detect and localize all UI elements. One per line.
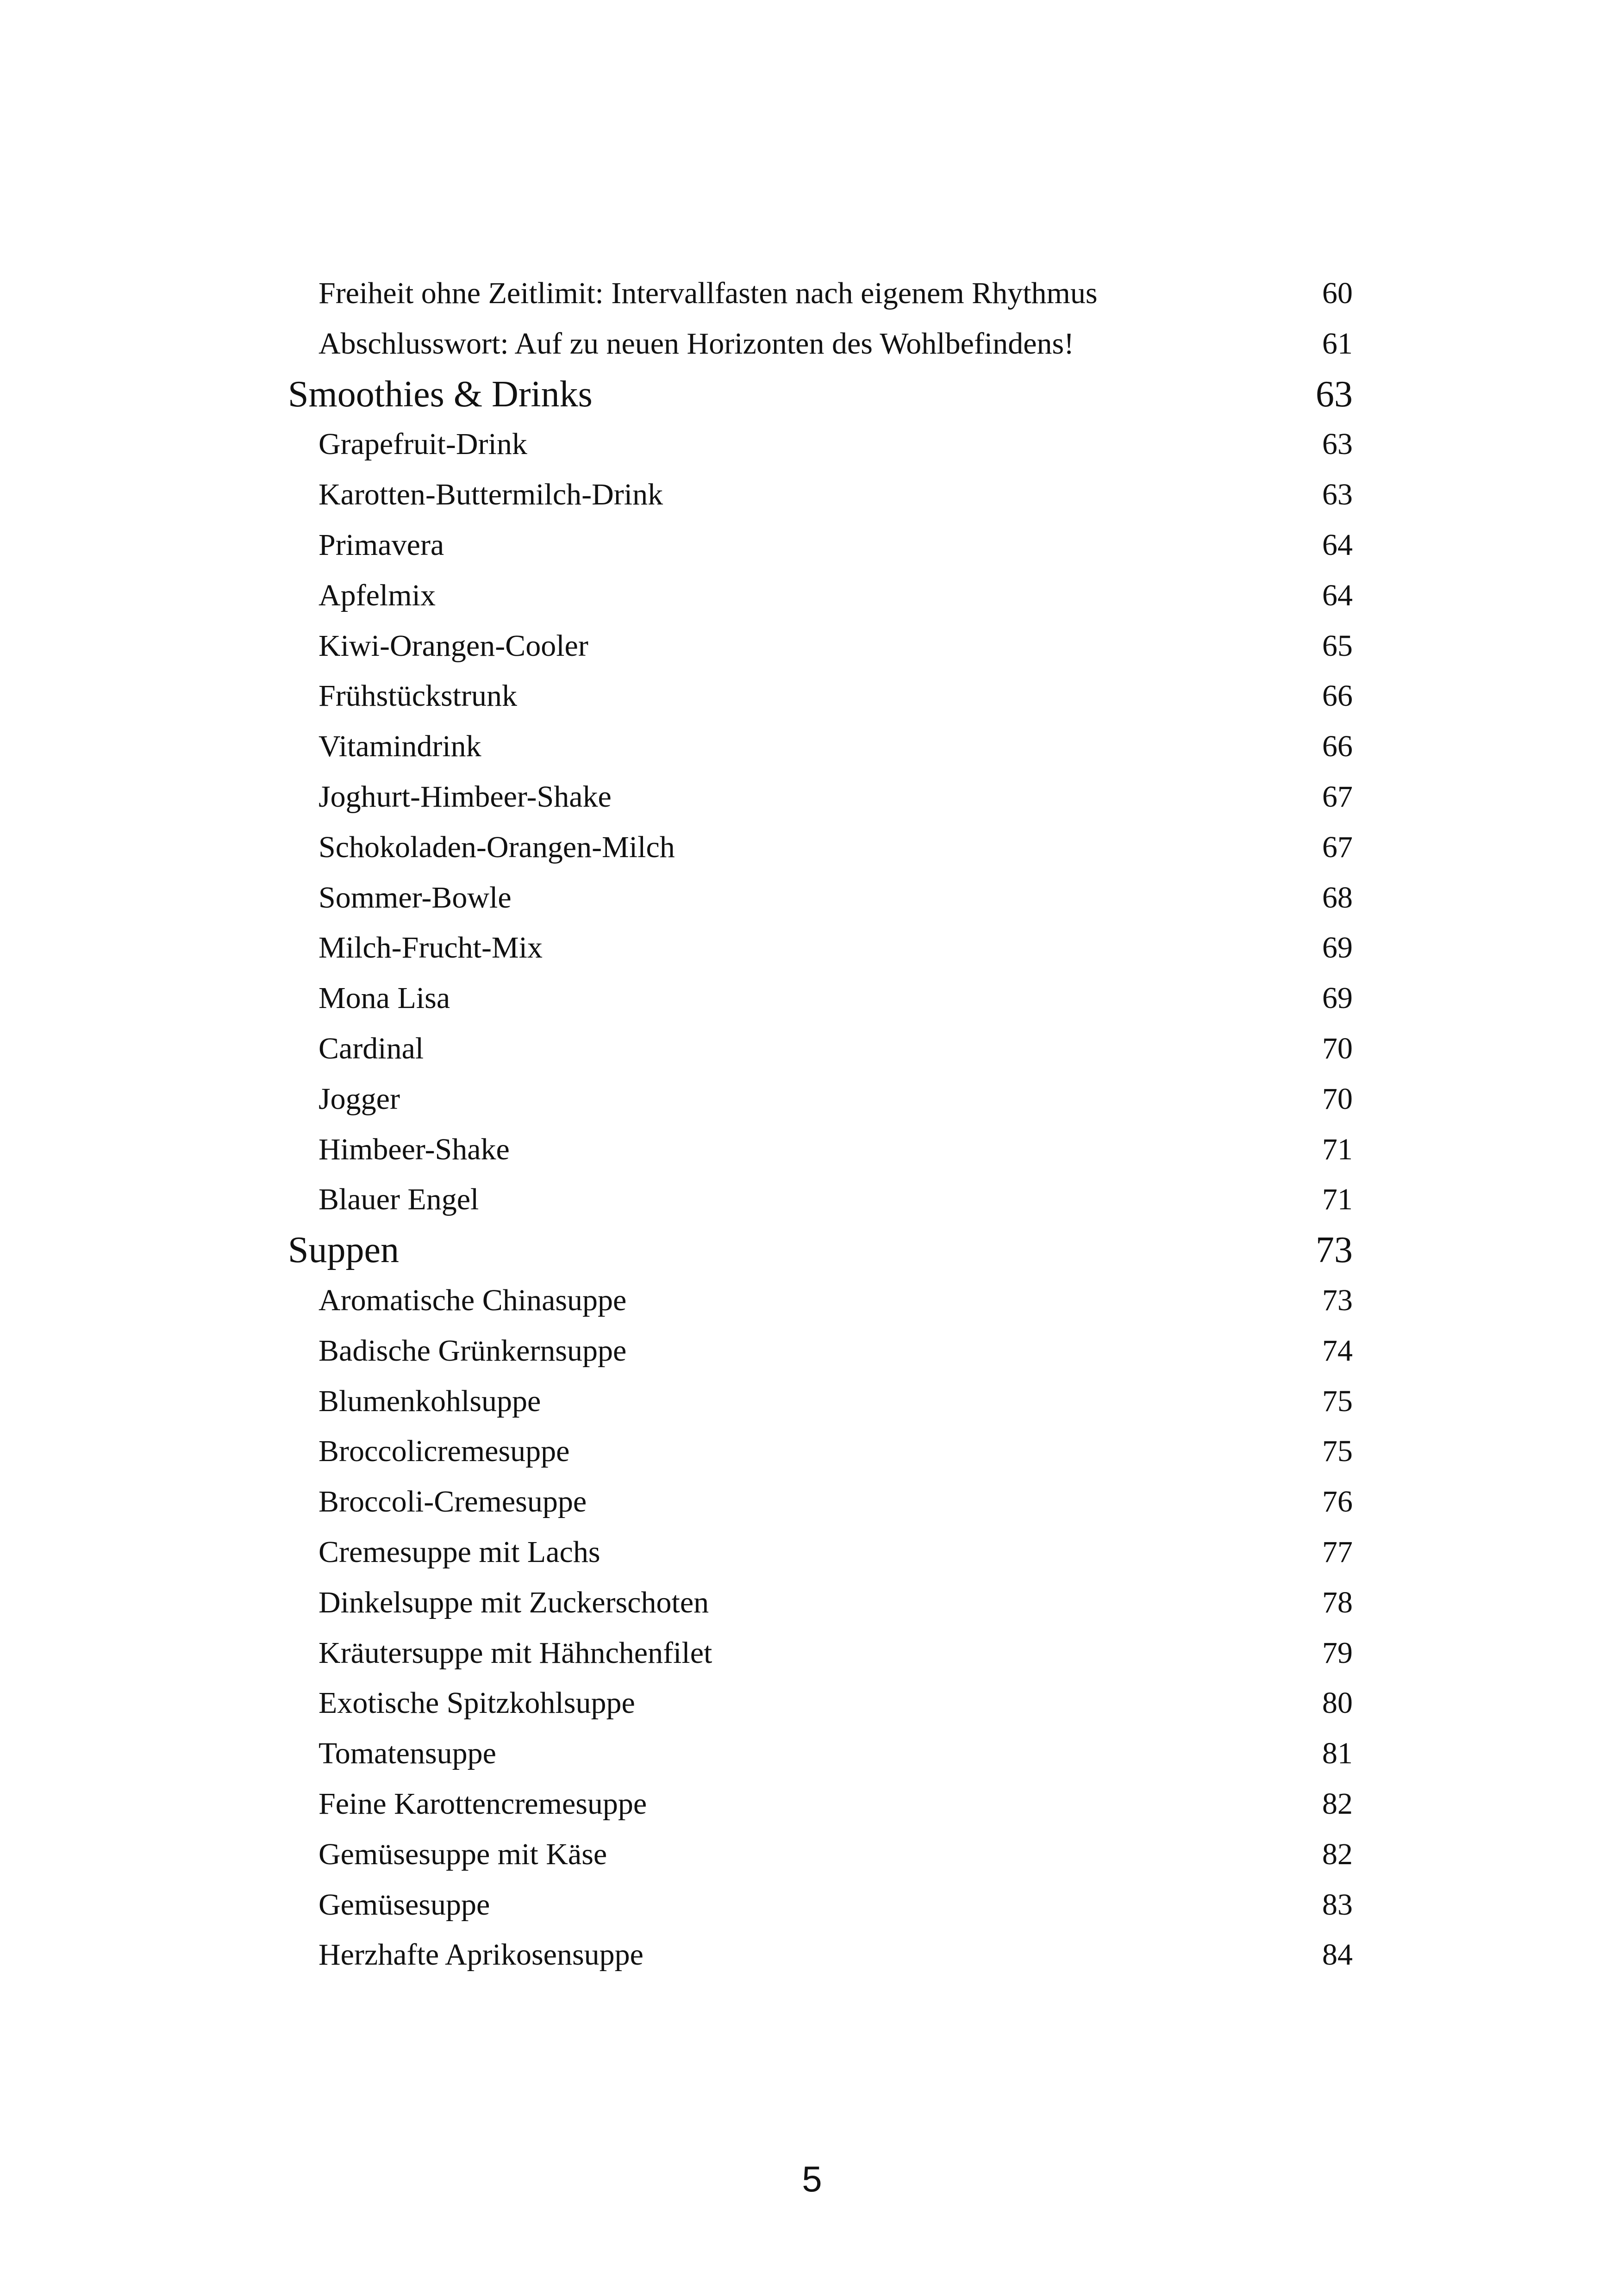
toc-entry-title: Kräutersuppe mit Hähnchenfilet: [319, 1636, 712, 1670]
toc-page-number: 82: [1322, 1837, 1353, 1871]
toc-entry-title: Kiwi-Orangen-Cooler: [319, 628, 588, 663]
toc-entry-row: [288, 873, 1353, 923]
toc-entry-title: Feine Karottencremesuppe: [319, 1786, 647, 1821]
toc-page-number: 83: [1322, 1887, 1353, 1922]
toc-chapter-row: [288, 369, 1353, 420]
toc-entry-title: Dinkelsuppe mit Zuckerschoten: [319, 1585, 709, 1619]
toc-entry-row: [288, 1779, 1353, 1829]
toc-entry-row: [288, 621, 1353, 672]
toc-page-number: 65: [1322, 628, 1353, 663]
toc-chapter-title: Suppen: [288, 1230, 399, 1271]
toc-entry-title: Grapefruit-Drink: [319, 427, 527, 461]
table-of-contents: [288, 268, 1353, 1980]
toc-entry-row: [288, 571, 1353, 621]
toc-page-number: 73: [1316, 1230, 1353, 1271]
toc-entry-title: Broccolicremesuppe: [319, 1434, 570, 1468]
toc-entry-row: [288, 1829, 1353, 1880]
toc-entry-title: Abschlusswort: Auf zu neuen Horizonten des Wohlbefindens!: [319, 326, 1074, 361]
toc-entry-title: Apfelmix: [319, 578, 436, 612]
toc-page-number: 68: [1322, 880, 1353, 915]
toc-entry-row: [288, 1125, 1353, 1175]
toc-chapter-title: Smoothies & Drinks: [288, 373, 593, 415]
toc-entry-row: [288, 973, 1353, 1024]
toc-entry-row: [288, 419, 1353, 470]
toc-entry-row: [288, 671, 1353, 722]
toc-entry-row: [288, 1930, 1353, 1980]
toc-entry-row: [288, 1527, 1353, 1578]
toc-entry-title: Blumenkohlsuppe: [319, 1384, 541, 1418]
toc-page-number: 60: [1322, 276, 1353, 310]
toc-page-number: 77: [1322, 1535, 1353, 1569]
toc-entry-row: [288, 923, 1353, 973]
toc-entry-row: [288, 470, 1353, 520]
toc-entry-row: [288, 1477, 1353, 1527]
toc-entry-title: Gemüsesuppe mit Käse: [319, 1837, 607, 1871]
toc-entry-row: [288, 772, 1353, 822]
toc-entry-title: Milch-Frucht-Mix: [319, 931, 543, 965]
toc-page-number: 69: [1322, 931, 1353, 965]
toc-entry-row: [288, 722, 1353, 772]
toc-entry-row: [288, 1376, 1353, 1427]
toc-page-number: 84: [1322, 1938, 1353, 1972]
toc-page-number: 66: [1322, 679, 1353, 713]
toc-entry-title: Exotische Spitzkohlsuppe: [319, 1686, 635, 1720]
toc-entry-row: [288, 1880, 1353, 1930]
toc-page-number: 76: [1322, 1485, 1353, 1519]
toc-entry-row: [288, 1678, 1353, 1729]
toc-page-number: 66: [1322, 729, 1353, 764]
toc-page-number: 73: [1322, 1283, 1353, 1317]
toc-page-number: 79: [1322, 1636, 1353, 1670]
toc-entry-title: Cardinal: [319, 1031, 424, 1065]
toc-entry-title: Freiheit ohne Zeitlimit: Intervallfasten nach eigenem Rhythmus: [319, 276, 1098, 310]
toc-page-number: 63: [1322, 478, 1353, 512]
toc-entry-title: Sommer-Bowle: [319, 880, 512, 915]
toc-entry-title: Aromatische Chinasuppe: [319, 1283, 627, 1317]
toc-page-number: 64: [1322, 528, 1353, 562]
toc-page-number: 80: [1322, 1686, 1353, 1720]
toc-entry-title: Joghurt-Himbeer-Shake: [319, 779, 612, 814]
toc-entry-title: Badische Grünkernsuppe: [319, 1333, 627, 1368]
toc-entry-row: [288, 1578, 1353, 1628]
toc-entry-row: [288, 1628, 1353, 1679]
toc-page-number: 75: [1322, 1434, 1353, 1468]
toc-entry-title: Cremesuppe mit Lachs: [319, 1535, 600, 1569]
toc-entry-row: [288, 1074, 1353, 1125]
toc-entry-row: [288, 1024, 1353, 1074]
toc-page-number: 75: [1322, 1384, 1353, 1418]
toc-page-number: 70: [1322, 1031, 1353, 1065]
toc-entry-row: [288, 520, 1353, 571]
toc-entry-title: Broccoli-Cremesuppe: [319, 1485, 587, 1519]
toc-entry-title: Tomatensuppe: [319, 1736, 496, 1771]
toc-entry-title: Blauer Engel: [319, 1182, 479, 1217]
toc-entry-title: Mona Lisa: [319, 981, 450, 1015]
toc-entry-row: [288, 268, 1353, 319]
toc-entry-title: Himbeer-Shake: [319, 1132, 510, 1166]
toc-page-number: 71: [1322, 1132, 1353, 1166]
toc-entry-row: [288, 1276, 1353, 1326]
toc-page-number: 61: [1322, 326, 1353, 361]
toc-entry-row: [288, 1326, 1353, 1376]
toc-entry-row: [288, 1426, 1353, 1477]
toc-page-number: 71: [1322, 1182, 1353, 1217]
toc-page-number: 67: [1322, 830, 1353, 864]
page-number: 5: [802, 2159, 822, 2199]
toc-entry-title: Vitamindrink: [319, 729, 481, 764]
toc-entry-title: Primavera: [319, 528, 444, 562]
toc-page-number: 69: [1322, 981, 1353, 1015]
toc-entry-title: Jogger: [319, 1082, 400, 1116]
toc-page-number: 82: [1322, 1786, 1353, 1821]
toc-page-number: 70: [1322, 1082, 1353, 1116]
toc-chapter-row: [288, 1225, 1353, 1276]
toc-page-number: 81: [1322, 1736, 1353, 1771]
toc-page-number: 64: [1322, 578, 1353, 612]
toc-page-number: 67: [1322, 779, 1353, 814]
toc-entry-title: Frühstückstrunk: [319, 679, 517, 713]
toc-entry-row: [288, 1175, 1353, 1225]
toc-entry-row: [288, 822, 1353, 873]
toc-page-number: 78: [1322, 1585, 1353, 1619]
toc-entry-row: [288, 1729, 1353, 1779]
toc-entry-title: Gemüsesuppe: [319, 1887, 490, 1922]
toc-page-number: 74: [1322, 1333, 1353, 1368]
toc-entry-row: [288, 319, 1353, 369]
toc-page-number: 63: [1316, 373, 1353, 415]
toc-entry-title: Schokoladen-Orangen-Milch: [319, 830, 675, 864]
toc-entry-title: Herzhafte Aprikosensuppe: [319, 1938, 643, 1972]
toc-page-number: 63: [1322, 427, 1353, 461]
toc-entry-title: Karotten-Buttermilch-Drink: [319, 478, 663, 512]
